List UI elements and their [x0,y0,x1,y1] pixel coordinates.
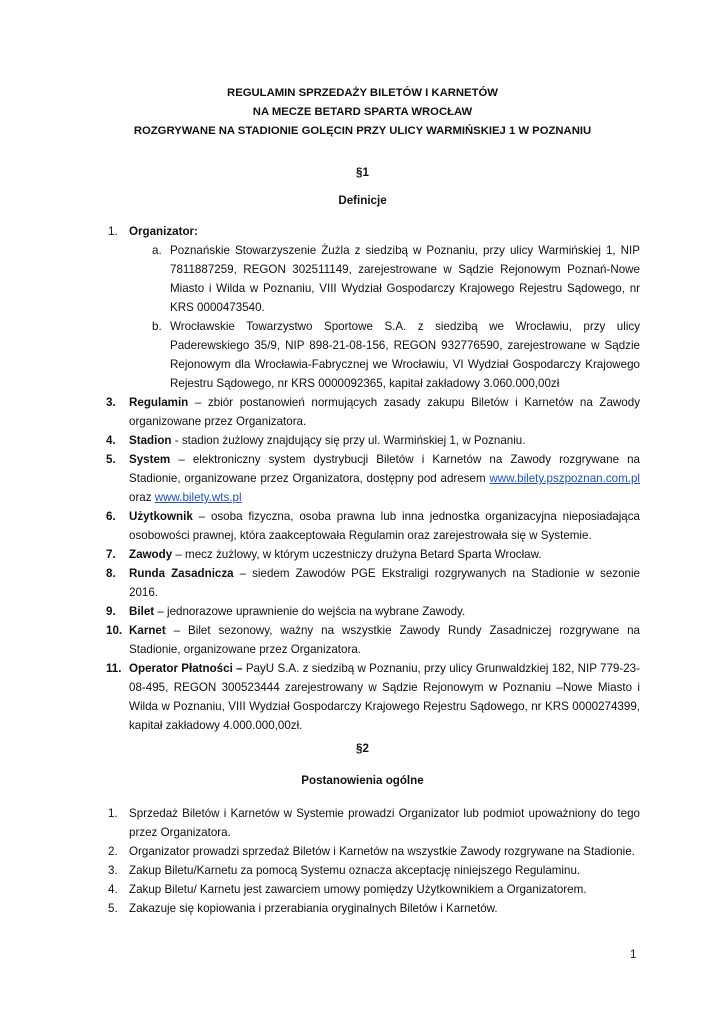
definition-item: 11. Operator Płatności – PayU S.A. z siedzibą w Poznaniu, przy ulicy Grunwaldzkiej 182, NIP 779-23-08-495, REGON 300523444 zarejestrowany w Sądzie Rejonowym w Poznaniu –Nowe Miasto i Wilda w Poznaniu, VIII Wydział Gospodarczy Krajowego Rejestru Sądowego, nr KRS 0000274399, kapitał zakładowy 4.000.000,00zł. [106,662,640,732]
provision-item: 5. Zakazuje się kopiowania i przerabiania oryginalnych Biletów i Karnetów. [108,902,498,915]
section1-title: Definicje [338,194,387,207]
definition-term: Operator Płatności – [129,662,243,675]
title-line-3: ROZGRYWANE NA STADIONIE GOLĘCIN PRZY ULICY WARMIŃSKIEJ 1 W POZNANIU [133,125,592,137]
definition-item: 10. Karnet – Bilet sezonowy, ważny na wszystkie Zawody Rundy Zasadniczej rozgrywane na Stadionie, organizowane przez Organizatora. [106,624,640,656]
definition-item: 9. Bilet – jednorazowe uprawnienie do wejścia na wybrane Zawody. [106,605,466,618]
definition-term: Bilet [129,605,155,618]
section1-symbol: §1 [356,166,369,179]
definition-term: Regulamin [129,396,189,409]
provision-item: 2. Organizator prowadzi sprzedaż Biletów i Karnetów na wszystkie Zawody rozgrywane na Stadionie. [108,845,635,858]
definition-term: Karnet [129,624,166,637]
definition-item: 7. Zawody – mecz żużlowy, w którym uczestniczy drużyna Betard Sparta Wrocław. [106,548,542,561]
definition-term: Stadion [129,434,172,447]
definition-item: 5. System – elektroniczny system dystrybucji Biletów i Karnetów na Zawody rozgrywane na Stadionie, organizowane przez Organizatora, dostępny pod adresem www.bilety.pszpoznan.com.pl oraz www.bilety.wts.pl [106,453,640,504]
organizer-a: a. Poznańskie Stowarzyszenie Żużla z siedzibą w Poznaniu, przy ulicy Warmińskiej 1, NIP 7811887259, REGON 302511149, zarejestrowane w Sądzie Rejonowym Poznań-Nowe Miasto i Wilda w Poznaniu, VIII Wydział Gospodarczy Krajowego Rejestru Sądowego, nr KRS 0000473540. [152,244,640,314]
link-bilety-wts[interactable]: www.bilety.wts.pl [154,491,242,504]
section2-symbol: §2 [356,742,369,755]
definition-item: 3. Regulamin – zbiór postanowień normujących zasady zakupu Biletów i Karnetów na Zawody organizowane przez Organizatora. [106,396,640,428]
section2-title: Postanowienia ogólne [301,774,424,787]
provision-item: 1. Sprzedaż Biletów i Karnetów w Systemie prowadzi Organizator lub podmiot upoważniony do tego przez Organizatora. [108,807,640,839]
provision-item: 3. Zakup Biletu/Karnetu za pomocą Systemu oznacza akceptację niniejszego Regulaminu. [108,864,581,877]
definition-item: 4. Stadion - stadion żużlowy znajdujący się przy ul. Warmińskiej 1, w Poznaniu. [106,434,526,447]
page-number: 1 [630,948,637,961]
definition-term: System [129,453,171,466]
organizer-b: b. Wrocławskie Towarzystwo Sportowe S.A. z siedzibą we Wrocławiu, przy ulicy Paderewskiego 35/9, NIP 898-21-08-156, REGON 932776590, zarejestrowane w Sądzie Rejonowym dla Wrocławia-Fabrycznej we Wrocławiu, VI Wydział Gospodarczy Krajowego Rejestru Sądowego, nr KRS 0000092365, kapitał zakładowy 3.060.000,00zł [152,320,640,390]
definition-term: Zawody [129,548,173,561]
definition-item: 6. Użytkownik – osoba fizyczna, osoba prawna lub inna jednostka organizacyjna nieposiadająca osobowości prawnej, która zaakceptowała Regulamin oraz zarejestrowała się w Systemie. [106,510,640,542]
link-bilety-pszpoznan[interactable]: www.bilety.pszpoznan.com.pl [489,472,640,485]
definition-term: Runda Zasadnicza [129,567,234,580]
title-line-1: REGULAMIN SPRZEDAŻY BILETÓW I KARNETÓW [227,87,498,99]
definition-item: 8. Runda Zasadnicza – siedem Zawodów PGE Ekstraligi rozgrywanych na Stadionie w sezonie 2016. [106,567,640,599]
provision-item: 4. Zakup Biletu/ Karnetu jest zawarciem umowy pomiędzy Użytkownikiem a Organizatorem. [108,883,587,896]
title-line-2: NA MECZE BETARD SPARTA WROCŁAW [252,106,473,118]
document-title [80,84,645,141]
definition-term: Organizator: [129,225,198,238]
definition-item: 1. Organizator: [108,225,198,238]
definition-term: Użytkownik [129,510,193,523]
general-provisions-list [100,804,640,918]
definitions-list [100,222,640,735]
